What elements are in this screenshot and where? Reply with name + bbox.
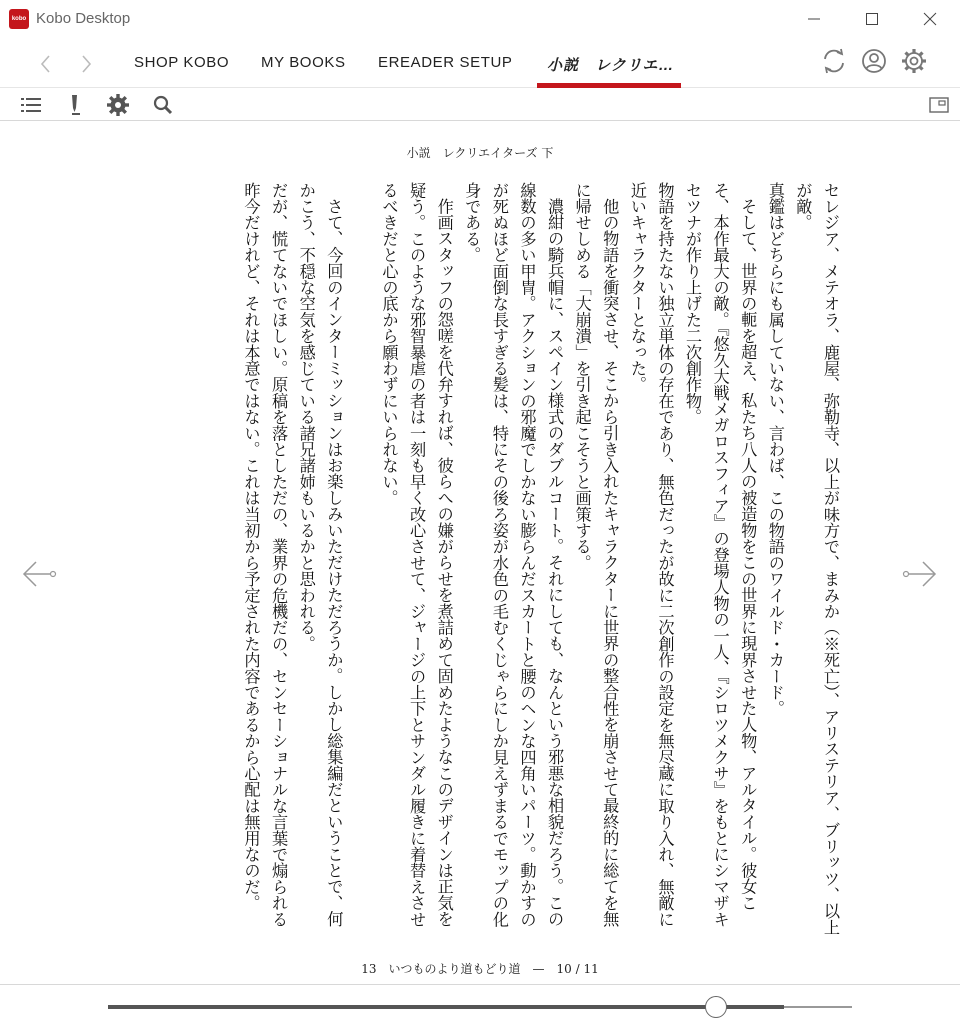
tab-current-book[interactable]: 小説 レクリエ…: [547, 57, 675, 74]
progress-slider-thumb[interactable]: [705, 996, 727, 1018]
progress-slider[interactable]: [108, 1006, 852, 1008]
list-icon: [19, 93, 43, 117]
paragraph: 他の物語を衝突させ、そこから引き入れたキャラクターに世界の整合性を崩させて最終的に総てを無に帰せしめる「大崩潰」を引き起こそうと画策する。: [572, 182, 620, 928]
account-button[interactable]: [860, 47, 888, 75]
tab-my-books[interactable]: MY BOOKS: [261, 54, 346, 71]
chapter-page-footer: 13 いつものより道もどり道 — 10 / 11: [361, 962, 599, 976]
maximize-icon: [865, 12, 879, 26]
reading-settings-button[interactable]: [106, 93, 130, 117]
maximize-button[interactable]: [843, 0, 901, 38]
next-page-button[interactable]: [900, 554, 940, 594]
table-of-contents-button[interactable]: [19, 93, 43, 117]
reader-page: [0, 122, 960, 984]
sync-icon: [820, 47, 848, 75]
title-bar: [0, 0, 960, 38]
sync-button[interactable]: [820, 47, 848, 75]
progress-bar-area: [0, 984, 960, 1030]
settings-button[interactable]: [900, 47, 928, 75]
paragraph: 濃紺の騎兵帽に、スペイン様式のダブルコート。それにしても、なんという邪悪な相貌だろう。この線数の多い甲冑。アクションの邪魔でしかない膨らんだスカートと腰のヘンな四角いパーツ。動かすのが死ぬほど面倒な長すぎる髪は、特にその後ろ姿が水色の毛むくじゃらにしか見えずまるでモップの化身である。: [462, 182, 565, 928]
previous-page-button[interactable]: [19, 554, 59, 594]
chevron-right-icon: [74, 52, 98, 76]
paragraph: [347, 182, 375, 942]
back-button[interactable]: [34, 52, 58, 76]
tab-shop-kobo[interactable]: SHOP KOBO: [134, 54, 230, 71]
gear-icon: [900, 47, 928, 75]
minimize-icon: [807, 12, 821, 26]
progress-slider-fill: [108, 1005, 784, 1009]
minimize-button[interactable]: [785, 0, 843, 38]
kobo-logo: kobo: [9, 9, 29, 29]
account-icon: [860, 47, 888, 75]
close-button[interactable]: [901, 0, 959, 38]
main-navigation: [0, 38, 960, 88]
close-icon: [923, 12, 937, 26]
arrow-left-icon: [19, 554, 59, 594]
paragraph: 真鑑はどちらにも属していない、言わば、この物語のワイルド・カード。: [765, 182, 785, 717]
paragraph: だが、慌てないでほしい。原稿を落としただの、業界の危機だの、センセーショナルな言葉で煽られる昨今だけれど、それは本意ではない。これは当初から予定された内容であるから心配は無用なのだ。: [241, 182, 289, 928]
running-header: 小説 レクリエイターズ 下: [406, 146, 554, 160]
search-icon: [151, 93, 175, 117]
window-title: Kobo Desktop: [36, 10, 131, 27]
paragraph: 作画スタッフの怨嗟を代弁すれば、彼らへの嫌がらせを煮詰めて固めたようなこのデザインは正気を疑う。このような邪智暴虐の者は一刻も早く改心させて、ジャージの上下とサンダル履きに着替えさせるべきだと心の底から願わずにいられない。: [379, 182, 454, 928]
annotations-button[interactable]: [63, 93, 87, 117]
gear-icon: [106, 93, 130, 117]
pen-icon: [63, 93, 87, 117]
chevron-left-icon: [34, 52, 58, 76]
view-mode-icon: [928, 94, 950, 116]
arrow-right-icon: [900, 554, 940, 594]
paragraph: 物語を持たない独立単体の存在であり、無色だったが故に二次創作の設定を無尽蔵に取り入れ、無敵に近いキャラクターとなった。: [627, 182, 675, 928]
forward-button[interactable]: [74, 52, 98, 76]
book-text: [118, 182, 844, 942]
search-button[interactable]: [151, 93, 175, 117]
paragraph: そして、世界の軛を超え、私たち八人の被造物をこの世界に現界させた人物、アルタイル。彼女こそ、本作最大の敵。『悠久大戦メガロスフィア』の登場人物の一人、『シロツメクサ』をもとにシマザキセツナが作り上げた二次創作物。: [683, 182, 758, 928]
reader-toolbar: [0, 88, 960, 121]
view-mode-button[interactable]: [928, 94, 952, 118]
paragraph: セレジア、メテオラ、鹿屋、弥勒寺、以上が味方で、まみか（※死亡）、アリステリア、ブリッツ、以上が敵。: [793, 182, 840, 936]
tab-ereader-setup[interactable]: EREADER SETUP: [378, 54, 513, 71]
paragraph: さて、今回のインターミッションはお楽しみいただけただろうか。しかし総集編だということで、何かこう、不穏な空気を感じている諸兄諸姉もいるかと思われる。: [296, 182, 344, 928]
